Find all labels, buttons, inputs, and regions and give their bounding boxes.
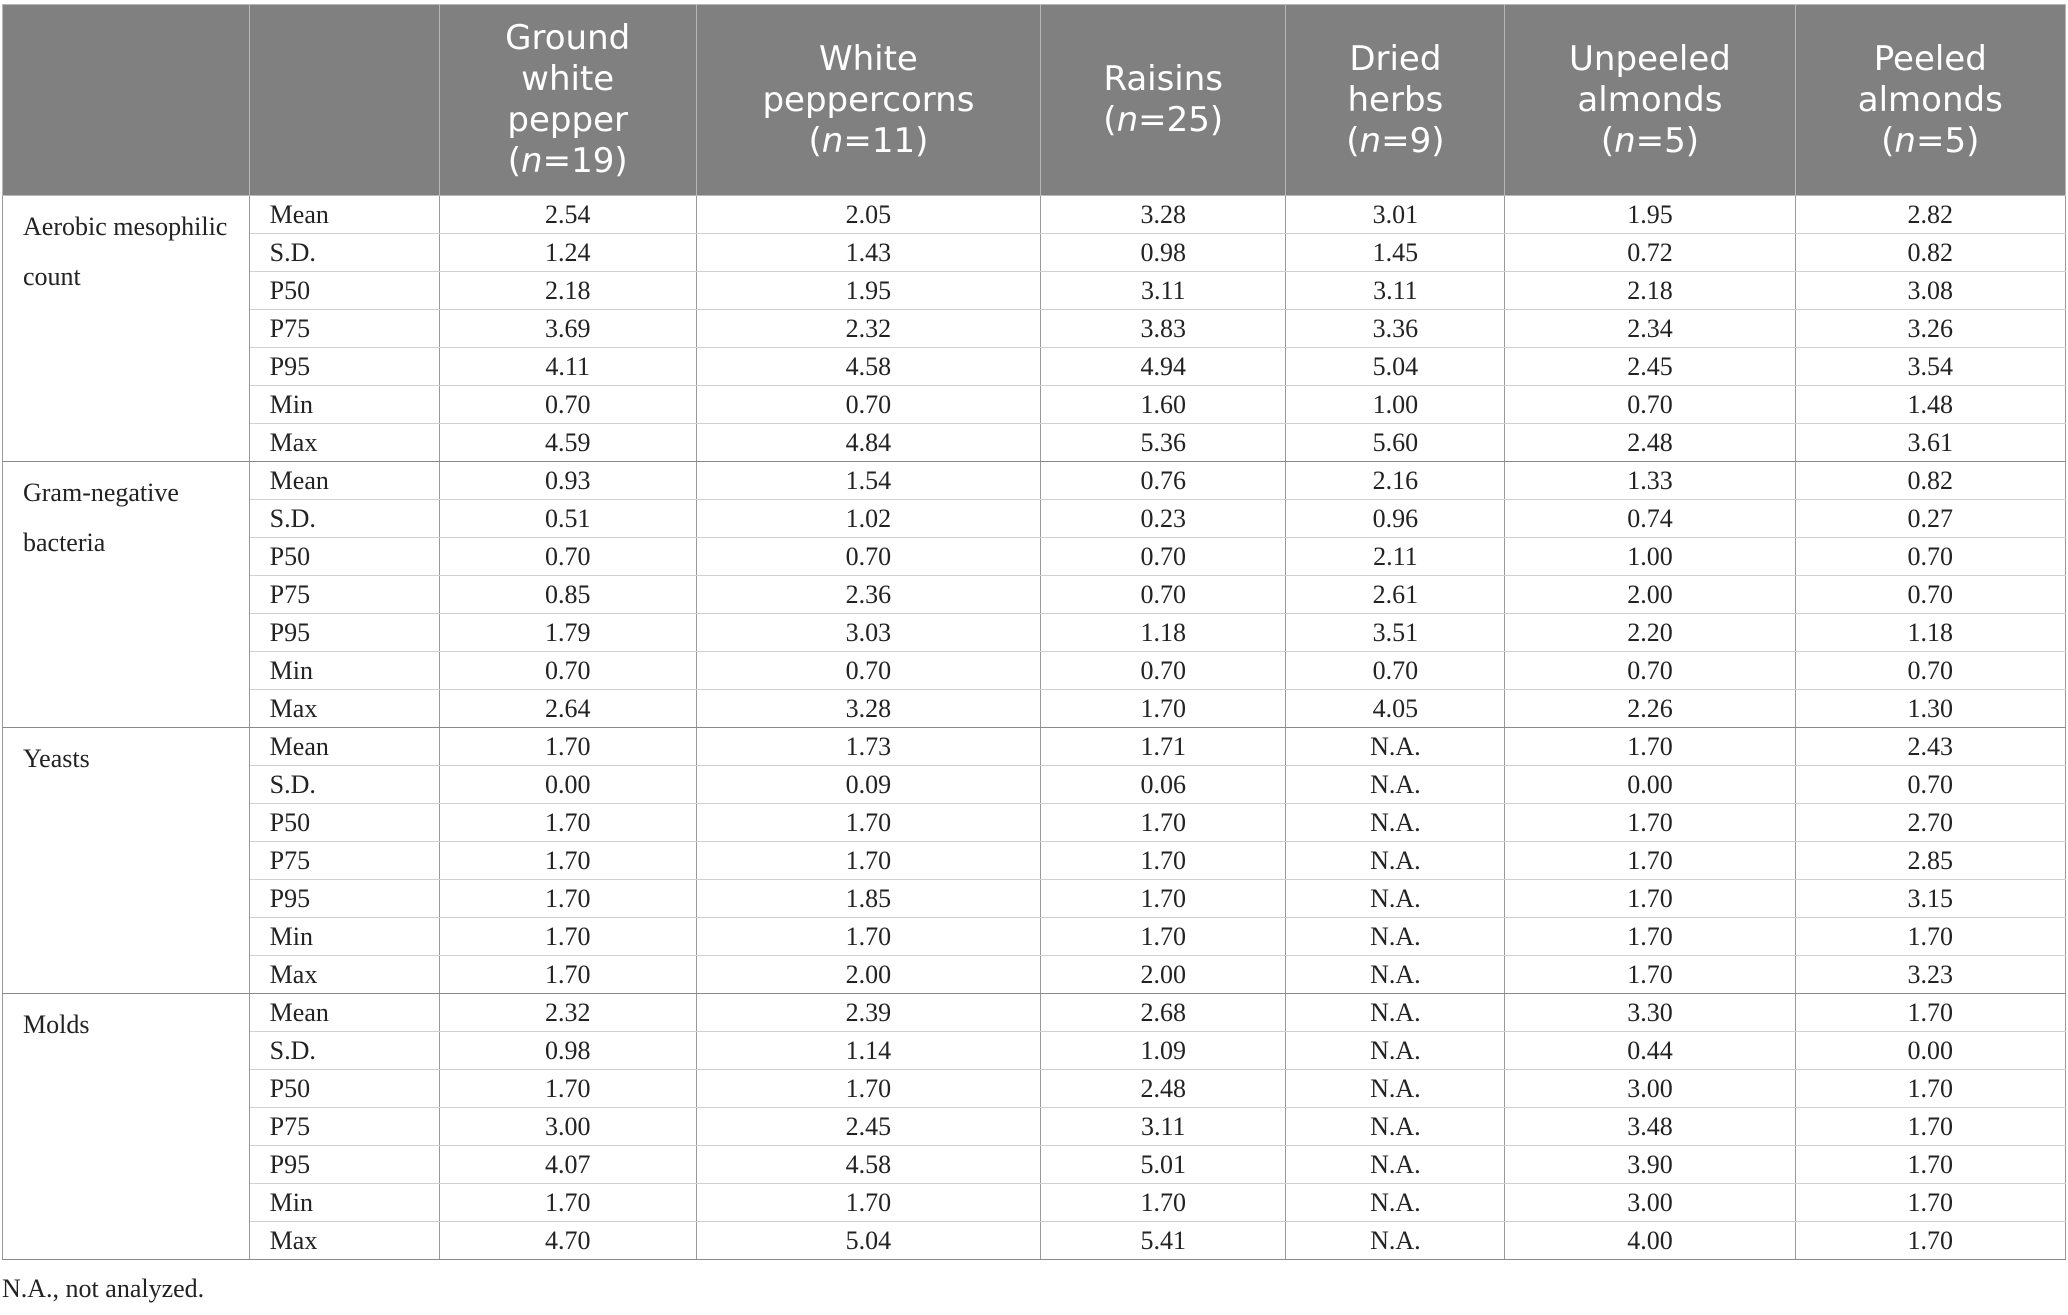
value-cell: 4.00 [1505,1222,1795,1260]
value-cell: 1.18 [1041,614,1286,652]
value-cell: 0.93 [439,462,696,500]
value-cell: 2.32 [439,994,696,1032]
value-cell: 1.70 [1041,690,1286,728]
value-cell: 1.33 [1505,462,1795,500]
value-cell: 1.70 [439,880,696,918]
value-cell: 1.70 [696,804,1040,842]
value-cell: 0.74 [1505,500,1795,538]
value-cell: 1.79 [439,614,696,652]
value-cell: 5.41 [1041,1222,1286,1260]
value-cell: 3.23 [1795,956,2065,994]
table-row [3,1184,2066,1222]
table-row [3,462,2066,500]
value-cell: 0.70 [696,652,1040,690]
value-cell: 2.05 [696,196,1040,234]
value-cell: 2.00 [1041,956,1286,994]
table-row [3,500,2066,538]
value-cell: 2.18 [439,272,696,310]
value-cell: 1.95 [1505,196,1795,234]
value-cell: 3.28 [696,690,1040,728]
value-cell: 1.70 [1041,804,1286,842]
table-row [3,348,2066,386]
value-cell: 2.16 [1286,462,1505,500]
value-cell: 4.05 [1286,690,1505,728]
sample-size-value: 9 [1409,120,1432,161]
column-header [1505,5,1795,196]
value-cell: N.A. [1286,728,1505,766]
microbial-counts-table [2,4,2066,1260]
value-cell: 0.70 [1286,652,1505,690]
value-cell: 0.09 [696,766,1040,804]
stat-label: P95 [249,614,439,652]
value-cell: 1.70 [1795,1184,2065,1222]
table-row [3,424,2066,462]
sample-size-value: 19 [571,141,615,181]
table-row [3,728,2066,766]
value-cell: 1.09 [1041,1032,1286,1070]
value-cell: 2.68 [1041,994,1286,1032]
value-cell: 0.82 [1795,234,2065,272]
value-cell: 4.58 [696,1146,1040,1184]
data-table-container [2,4,2066,1260]
value-cell: 1.14 [696,1032,1040,1070]
column-header-line: Ground [505,18,631,58]
table-row [3,272,2066,310]
table-row [3,614,2066,652]
stat-label: Max [249,424,439,462]
value-cell: N.A. [1286,880,1505,918]
column-header-line: Raisins [1103,59,1224,99]
stat-label: P75 [249,842,439,880]
value-cell: 5.04 [1286,348,1505,386]
table-row [3,196,2066,234]
value-cell: 0.98 [439,1032,696,1070]
table-row [3,576,2066,614]
value-cell: 1.70 [439,728,696,766]
value-cell: N.A. [1286,956,1505,994]
table-row [3,652,2066,690]
stat-label: P75 [249,576,439,614]
value-cell: 0.72 [1505,234,1795,272]
value-cell: 0.00 [439,766,696,804]
stat-label: Min [249,1184,439,1222]
value-cell: 5.01 [1041,1146,1286,1184]
column-sample-size: (n=9) [1346,120,1445,161]
value-cell: 2.11 [1286,538,1505,576]
value-cell: 0.70 [696,386,1040,424]
value-cell: 3.00 [1505,1070,1795,1108]
stat-label: Max [249,1222,439,1260]
value-cell: 3.03 [696,614,1040,652]
table-row [3,1070,2066,1108]
value-cell: 1.70 [1795,1108,2065,1146]
value-cell: N.A. [1286,1184,1505,1222]
value-cell: 1.24 [439,234,696,272]
value-cell: 3.54 [1795,348,2065,386]
value-cell: 0.82 [1795,462,2065,500]
value-cell: 1.02 [696,500,1040,538]
value-cell: 1.95 [696,272,1040,310]
value-cell: 3.01 [1286,196,1505,234]
value-cell: 1.70 [1795,1222,2065,1260]
table-row [3,1222,2066,1260]
column-header-line: Dried [1349,38,1442,79]
value-cell: 1.43 [696,234,1040,272]
stat-label: S.D. [249,766,439,804]
value-cell: 1.70 [439,956,696,994]
stat-label: Min [249,918,439,956]
value-cell: 0.98 [1041,234,1286,272]
stat-label: Mean [249,196,439,234]
column-header-line: White [818,38,918,79]
value-cell: 3.83 [1041,310,1286,348]
value-cell: 2.48 [1505,424,1795,462]
value-cell: 5.60 [1286,424,1505,462]
column-header [696,5,1040,196]
stat-label: P50 [249,1070,439,1108]
value-cell: 0.27 [1795,500,2065,538]
value-cell: N.A. [1286,804,1505,842]
value-cell: 2.18 [1505,272,1795,310]
table-row [3,234,2066,272]
value-cell: 3.69 [439,310,696,348]
value-cell: 0.70 [1795,766,2065,804]
value-cell: N.A. [1286,1032,1505,1070]
column-sample-size: (n=5) [1881,120,1980,161]
value-cell: 3.61 [1795,424,2065,462]
value-cell: 4.94 [1041,348,1286,386]
stat-label: P95 [249,348,439,386]
sample-size-value: 5 [1944,120,1967,161]
table-row [3,956,2066,994]
value-cell: 2.70 [1795,804,2065,842]
value-cell: 3.26 [1795,310,2065,348]
value-cell: 3.00 [439,1108,696,1146]
stat-label: Mean [249,462,439,500]
value-cell: 3.48 [1505,1108,1795,1146]
value-cell: 0.70 [439,386,696,424]
column-header-line: peppercorns [762,79,975,120]
value-cell: 1.18 [1795,614,2065,652]
header-blank-group [3,5,250,196]
value-cell: 0.70 [1041,538,1286,576]
value-cell: 1.00 [1505,538,1795,576]
value-cell: 1.70 [1505,918,1795,956]
value-cell: 1.70 [1041,1184,1286,1222]
table-row [3,842,2066,880]
value-cell: 0.51 [439,500,696,538]
value-cell: N.A. [1286,1222,1505,1260]
value-cell: 1.70 [1795,918,2065,956]
value-cell: 3.00 [1505,1184,1795,1222]
value-cell: 0.70 [1795,538,2065,576]
stat-label: P95 [249,1146,439,1184]
value-cell: 1.48 [1795,386,2065,424]
value-cell: 2.00 [1505,576,1795,614]
value-cell: 1.70 [696,1184,1040,1222]
column-header-line: herbs [1347,79,1444,120]
value-cell: 1.70 [1041,842,1286,880]
value-cell: 0.70 [1505,652,1795,690]
value-cell: 0.70 [696,538,1040,576]
value-cell: 1.60 [1041,386,1286,424]
value-cell: 0.70 [1041,652,1286,690]
value-cell: 1.70 [1041,918,1286,956]
stat-label: Mean [249,728,439,766]
value-cell: N.A. [1286,842,1505,880]
value-cell: N.A. [1286,1146,1505,1184]
value-cell: 0.70 [439,538,696,576]
stat-label: P50 [249,804,439,842]
column-header-line: Peeled [1873,38,1987,79]
value-cell: 0.44 [1505,1032,1795,1070]
table-footnote: N.A., not analyzed. [2,1274,205,1303]
stat-label: Min [249,386,439,424]
value-cell: 1.30 [1795,690,2065,728]
stat-label: P75 [249,310,439,348]
table-row [3,880,2066,918]
value-cell: 1.70 [1505,880,1795,918]
value-cell: 3.36 [1286,310,1505,348]
table-row [3,310,2066,348]
value-cell: 4.70 [439,1222,696,1260]
group-label: Yeasts [3,728,250,994]
table-row [3,994,2066,1032]
column-sample-size: (n=25) [1103,100,1224,140]
value-cell: 2.45 [696,1108,1040,1146]
value-cell: 1.70 [1041,880,1286,918]
column-sample-size: (n=11) [808,120,929,161]
value-cell: 2.34 [1505,310,1795,348]
value-cell: 5.36 [1041,424,1286,462]
column-header-line: almonds [1577,79,1723,120]
value-cell: 3.51 [1286,614,1505,652]
stat-label: S.D. [249,500,439,538]
value-cell: 1.54 [696,462,1040,500]
group-label: Gram-negative bacteria [3,462,250,728]
table-row [3,1146,2066,1184]
value-cell: 1.70 [439,1184,696,1222]
stat-label: S.D. [249,234,439,272]
stat-label: Max [249,956,439,994]
table-row [3,766,2066,804]
value-cell: 5.04 [696,1222,1040,1260]
table-row [3,1108,2066,1146]
value-cell: 0.76 [1041,462,1286,500]
stat-label: P95 [249,880,439,918]
value-cell: 0.85 [439,576,696,614]
column-header [1795,5,2065,196]
table-row [3,1032,2066,1070]
value-cell: 0.70 [1795,576,2065,614]
value-cell: 2.00 [696,956,1040,994]
value-cell: 3.30 [1505,994,1795,1032]
stat-label: S.D. [249,1032,439,1070]
sample-size-value: 11 [871,120,916,161]
column-header [1286,5,1505,196]
value-cell: 3.11 [1286,272,1505,310]
column-header [439,5,696,196]
stat-label: Min [249,652,439,690]
value-cell: 1.71 [1041,728,1286,766]
table-header-row [3,5,2066,196]
group-label: Molds [3,994,250,1260]
value-cell: 4.84 [696,424,1040,462]
value-cell: 1.70 [696,1070,1040,1108]
stat-label: P50 [249,272,439,310]
value-cell: 4.07 [439,1146,696,1184]
column-header-line: Unpeeled [1569,38,1731,79]
value-cell: 3.11 [1041,272,1286,310]
value-cell: 1.70 [439,804,696,842]
value-cell: N.A. [1286,766,1505,804]
value-cell: 3.28 [1041,196,1286,234]
value-cell: N.A. [1286,1070,1505,1108]
table-row [3,538,2066,576]
value-cell: 0.70 [1041,576,1286,614]
value-cell: 2.45 [1505,348,1795,386]
value-cell: 2.82 [1795,196,2065,234]
group-label: Aerobic mesophilic count [3,196,250,462]
column-header [1041,5,1286,196]
column-header-line: white [521,59,615,99]
table-row [3,918,2066,956]
value-cell: 1.00 [1286,386,1505,424]
value-cell: N.A. [1286,918,1505,956]
value-cell: 0.23 [1041,500,1286,538]
value-cell: 1.70 [439,842,696,880]
value-cell: 2.85 [1795,842,2065,880]
value-cell: 1.45 [1286,234,1505,272]
value-cell: 4.58 [696,348,1040,386]
value-cell: 1.73 [696,728,1040,766]
column-sample-size: (n=5) [1600,120,1700,161]
value-cell: 2.43 [1795,728,2065,766]
value-cell: 1.70 [696,918,1040,956]
value-cell: 3.90 [1505,1146,1795,1184]
value-cell: 0.70 [439,652,696,690]
sample-size-value: 5 [1664,120,1686,161]
table-row [3,804,2066,842]
value-cell: 0.96 [1286,500,1505,538]
stat-label: Mean [249,994,439,1032]
value-cell: 1.70 [439,918,696,956]
value-cell: 1.70 [1795,1146,2065,1184]
value-cell: 1.70 [1505,728,1795,766]
column-sample-size: (n=19) [507,141,628,181]
value-cell: 1.85 [696,880,1040,918]
value-cell: N.A. [1286,994,1505,1032]
value-cell: 2.26 [1505,690,1795,728]
value-cell: 0.70 [1505,386,1795,424]
header-blank-stat [249,5,439,196]
value-cell: 4.59 [439,424,696,462]
value-cell: 2.36 [696,576,1040,614]
value-cell: 3.08 [1795,272,2065,310]
value-cell: 4.11 [439,348,696,386]
value-cell: 1.70 [439,1070,696,1108]
value-cell: 0.70 [1795,652,2065,690]
stat-label: Max [249,690,439,728]
sample-size-value: 25 [1166,100,1210,140]
value-cell: 3.11 [1041,1108,1286,1146]
value-cell: 1.70 [1505,804,1795,842]
value-cell: 2.20 [1505,614,1795,652]
value-cell: 1.70 [1505,956,1795,994]
value-cell: 2.54 [439,196,696,234]
value-cell: 3.15 [1795,880,2065,918]
value-cell: 0.06 [1041,766,1286,804]
value-cell: 2.61 [1286,576,1505,614]
table-row [3,690,2066,728]
column-header-line: almonds [1857,79,2003,120]
stat-label: P50 [249,538,439,576]
value-cell: 2.32 [696,310,1040,348]
value-cell: 1.70 [1795,994,2065,1032]
value-cell: 0.00 [1505,766,1795,804]
table-body [3,196,2066,1260]
column-header-line: pepper [507,100,628,140]
value-cell: 1.70 [1505,842,1795,880]
value-cell: 1.70 [1795,1070,2065,1108]
value-cell: 0.00 [1795,1032,2065,1070]
value-cell: 2.64 [439,690,696,728]
value-cell: N.A. [1286,1108,1505,1146]
value-cell: 2.39 [696,994,1040,1032]
value-cell: 1.70 [696,842,1040,880]
table-row [3,386,2066,424]
stat-label: P75 [249,1108,439,1146]
value-cell: 2.48 [1041,1070,1286,1108]
